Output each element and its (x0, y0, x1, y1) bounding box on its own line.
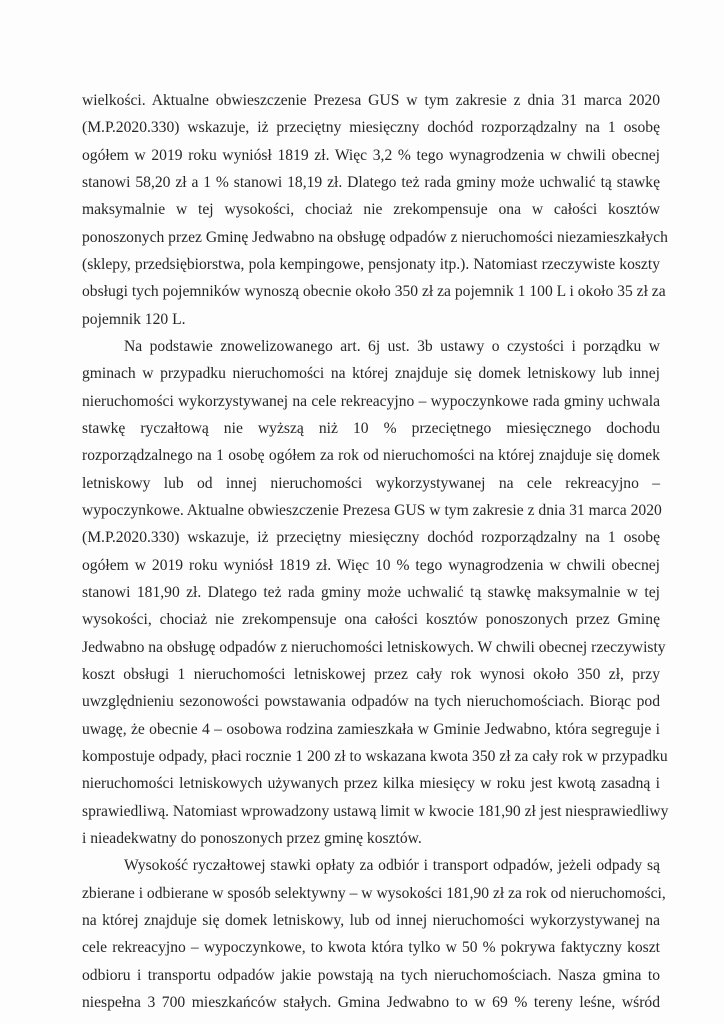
text-line: (M.P.2020.330) wskazuje, iż przeciętny miesięczny dochód rozporządzalny na 1 osobę (82, 119, 660, 136)
text-line: stawkę ryczałtową nie wyższą niż 10 % przeciętnego miesięcznego dochodu (82, 420, 660, 437)
text-line: (sklepy, przedsiębiorstwa, pola kempingowe, pensjonaty itp.). Natomiast rzeczywiste koszty (82, 256, 660, 273)
text-line: uwzględnieniu sezonowości powstawania odpadów na tych nieruchomościach. Biorąc pod (82, 693, 660, 710)
text-line: rozporządzalnego na 1 osobę ogółem za rok od nieruchomości na której znajduje się domek (82, 447, 660, 464)
text-line: maksymalnie w tej wysokości, chociaż nie zrekompensuje ona w całości kosztów (82, 201, 660, 218)
text-line: cele rekreacyjno – wypoczynkowe, to kwota która tylko w 50 % pokrywa faktyczny koszt (82, 939, 660, 956)
text-line: pojemnik 120 L. (82, 311, 186, 328)
text-line: stanowi 181,90 zł. Dlatego też rada gminy może uchwalić tą stawkę maksymalnie w tej (82, 584, 660, 601)
text-line: sprawiedliwą. Natomiast wprowadzony ustawą limit w kwocie 181,90 zł jest niesprawiedliwy (82, 803, 669, 820)
text-line: wysokości, chociaż nie zrekompensuje ona całości kosztów ponoszonych przez Gminę (82, 611, 660, 628)
text-line: (M.P.2020.330) wskazuje, iż przeciętny miesięczny dochód rozporządzalny na 1 osobę (82, 529, 660, 546)
text-line: obsługi tych pojemników wynoszą obecnie około 350 zł za pojemnik 1 100 L i około 35 zł za (82, 283, 666, 300)
text-line: nieruchomości letniskowych używanych przez kilka miesięcy w roku jest kwotą zasadną i (82, 775, 660, 792)
text-line: zbierane i odbierane w sposób selektywny – w wysokości 181,90 zł za rok od nieruchomości, (82, 885, 666, 902)
text-line: wypoczynkowe. Aktualne obwieszczenie Prezesa GUS w tym zakresie z dnia 31 marca 2020 (82, 502, 662, 519)
text-line: koszt obsługi 1 nieruchomości letniskowej przez cały rok wynosi około 350 zł, przy (82, 666, 660, 683)
text-line: letniskowy lub od innej nieruchomości wykorzystywanej na cele rekreacyjno – (82, 475, 660, 492)
text-line: i nieadekwatny do ponoszonych przez gminę kosztów. (82, 830, 422, 847)
text-line: Na podstawie znowelizowanego art. 6j ust. 3b ustawy o czystości i porządku w (124, 338, 660, 355)
text-line: wielkości. Aktualne obwieszczenie Prezesa GUS w tym zakresie z dnia 31 marca 2020 (82, 92, 660, 109)
text-line: nieruchomości wykorzystywanej na cele rekreacyjno – wypoczynkowe rada gminy uchwala (82, 393, 660, 410)
text-line: gminach w przypadku nieruchomości na której znajduje się domek letniskowy lub innej (82, 365, 660, 382)
text-line: odbioru i transportu odpadów jakie powstają na tych nieruchomościach. Nasza gmina to (82, 967, 660, 984)
text-line: ogółem w 2019 roku wyniósł 1819 zł. Więc 3,2 % tego wynagrodzenia w chwili obecnej (82, 147, 660, 164)
text-line: ogółem w 2019 roku wyniósł 1819 zł. Więc 10 % tego wynagrodzenia w chwili obecnej (82, 557, 660, 574)
text-line: Jedwabno na obsługę odpadów z nieruchomości letniskowych. W chwili obecnej rzeczywisty (82, 639, 666, 656)
text-line: niespełna 3 700 mieszkańców stałych. Gmina Jedwabno to w 69 % tereny leśne, wśród (82, 994, 660, 1011)
text-line: kompostuje odpady, płaci rocznie 1 200 zł to wskazana kwota 350 zł za cały rok w przypadku (82, 748, 668, 765)
text-line: ponoszonych przez Gminę Jedwabno na obsługę odpadów z nieruchomości niezamieszkałych (82, 229, 668, 246)
text-line: Wysokość ryczałtowej stawki opłaty za odbiór i transport odpadów, jeżeli odpady są (124, 857, 660, 874)
text-line: uwagę, że obecnie 4 – osobowa rodzina zamieszkała w Gminie Jedwabno, która segreguje i (82, 721, 660, 738)
text-line: na której znajduje się domek letniskowy, lub od innej nieruchomości wykorzystywanej na (82, 912, 660, 929)
text-line: stanowi 58,20 zł a 1 % stanowi 18,19 zł. Dlatego też rada gminy może uchwalić tą stawkę (82, 174, 660, 191)
